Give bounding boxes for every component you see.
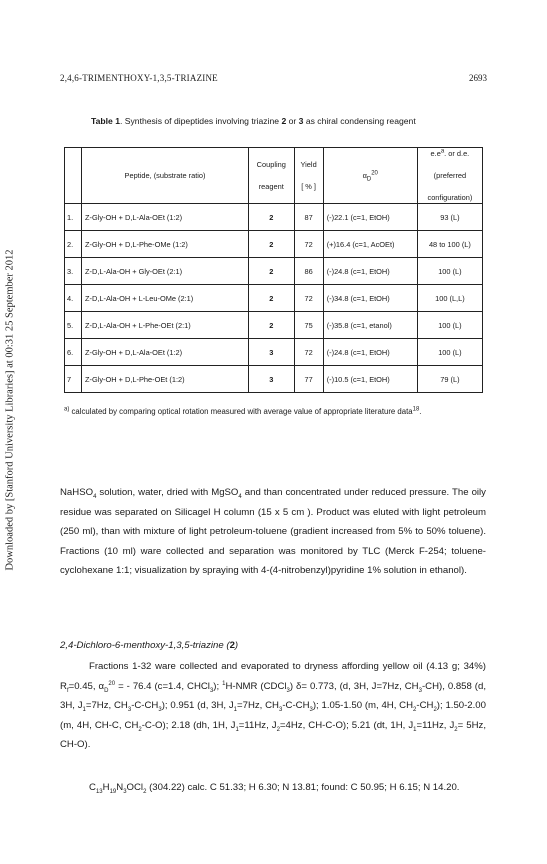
row-number: 7 — [65, 366, 82, 393]
compound-characterization: Fractions 1-32 ware collected and evaporated to dryness affording yellow oil (4.13 g; 34%) $R_f=0.45$, $\alpha_D^{20}$ = - 76.4 (c=1.4, CHCl$_3$); $^1$H-NMR (CDCl$_3$) δ= 0.773, (d, 3H, J=7Hz, $CH_3-CH$), 0.858 (d, 3H, $J_1=7Hz$, $CH_3-C-CH_3$); 0.951 (d, 3H, $J_1=7Hz$, $CH_3-C-CH_3$); 1.05-1.50 (m, 4H, $CH_2-CH_2$); 1.50-2.00 (m, 4H, CH-C, $CH_2-C-O$); 2.18 (dh, 1H, $J_1=11Hz$, $J_2=4Hz$, CH-C-O); 5.21 (dt, 1H, $J_1=11Hz$, $J_2= 5Hz$, CH-O). — [60, 661, 487, 751]
rotation-cell: (+)16.4 (c=1, AcOEt) — [323, 231, 417, 258]
peptide-cell: Z-D,L-Ala-OH + L-Phe-OEt (2:1) — [82, 312, 249, 339]
yield-cell: 75 — [294, 312, 323, 339]
table-label: Table 1 — [91, 116, 120, 126]
yield-cell: 86 — [294, 258, 323, 285]
row-number: 2. — [65, 231, 82, 258]
row-number: 5. — [65, 312, 82, 339]
table-row — [65, 258, 483, 285]
row-number: 3. — [65, 258, 82, 285]
reagent-cell: 2 — [249, 231, 295, 258]
results-table — [64, 147, 483, 393]
rotation-cell: (-)35.8 (c=1, etanol) — [323, 312, 417, 339]
table-row — [65, 366, 483, 393]
table-footnote: $^{a)}$ calculated by comparing optical rotation measured with average value of appropriate literature data$^{18}$. — [64, 406, 422, 416]
rotation-cell: (-)24.8 (c=1, EtOH) — [323, 258, 417, 285]
peptide-cell: Z-D,L-Ala-OH + Gly-OEt (2:1) — [82, 258, 249, 285]
row-number: 6. — [65, 339, 82, 366]
header-alpha: $\alpha_D^{20}$ — [323, 148, 417, 204]
yield-cell: 72 — [294, 231, 323, 258]
header-coupling: Coupling reagent — [249, 148, 295, 204]
ee-cell: 100 (L) — [417, 339, 482, 366]
table-row — [65, 312, 483, 339]
ee-cell: 93 (L) — [417, 204, 482, 231]
running-title: 2,4,6-TRIMENTHOXY-1,3,5-TRIAZINE — [60, 73, 218, 83]
reagent-cell: 2 — [249, 204, 295, 231]
peptide-cell: Z-Gly-OH + D,L-Ala-OEt (1:2) — [82, 204, 249, 231]
download-watermark — [4, 190, 16, 630]
reagent-cell: 3 — [249, 366, 295, 393]
rotation-cell: (-)24.8 (c=1, EtOH) — [323, 339, 417, 366]
reagent-cell: 3 — [249, 339, 295, 366]
table-caption: Table 1. Synthesis of dipeptides involving triazine 2 or 3 as chiral condensing reagent — [91, 116, 416, 126]
yield-cell: 72 — [294, 285, 323, 312]
row-number: 1. — [65, 204, 82, 231]
reagent-cell: 2 — [249, 285, 295, 312]
table-body — [65, 204, 483, 393]
download-watermark-text: Downloaded by [Stanford University Libraries] at 00:31 25 September 2012 — [4, 249, 16, 571]
table-header-row — [65, 148, 483, 204]
yield-cell: 87 — [294, 204, 323, 231]
peptide-cell: Z-Gly-OH + D,L-Phe-OEt (1:2) — [82, 366, 249, 393]
rotation-cell: (-)22.1 (c=1, EtOH) — [323, 204, 417, 231]
ee-cell: 100 (L) — [417, 258, 482, 285]
peptide-cell: Z-Gly-OH + D,L-Ala-OEt (1:2) — [82, 339, 249, 366]
yield-cell: 72 — [294, 339, 323, 366]
table-row — [65, 231, 483, 258]
row-number: 4. — [65, 285, 82, 312]
compound-heading: 2,4-Dichloro-6-menthoxy-1,3,5-triazine (2) — [60, 640, 239, 651]
elemental-analysis: $C_{13}H_{19}N_3OCl_2$ (304.22) calc. C 51.33; H 6.30; N 13.81; found: C 50.95; H 6.15; N 14.20. — [89, 782, 460, 795]
reagent-cell: 2 — [249, 312, 295, 339]
header-peptide: Peptide, (substrate ratio) — [82, 148, 249, 204]
table-row — [65, 204, 483, 231]
table-row — [65, 339, 483, 366]
header-number — [65, 148, 82, 204]
ee-cell: 79 (L) — [417, 366, 482, 393]
table-row — [65, 285, 483, 312]
ee-cell: 100 (L,L) — [417, 285, 482, 312]
peptide-cell: Z-D,L-Ala-OH + L-Leu-OMe (2:1) — [82, 285, 249, 312]
rotation-cell: (-)34.8 (c=1, EtOH) — [323, 285, 417, 312]
reagent-cell: 2 — [249, 258, 295, 285]
rotation-cell: (-)10.5 (c=1, EtOH) — [323, 366, 417, 393]
peptide-cell: Z-Gly-OH + D,L-Phe-OMe (1:2) — [82, 231, 249, 258]
page-number: 2693 — [469, 73, 487, 83]
ee-cell: 100 (L) — [417, 312, 482, 339]
experimental-paragraph: NaHSO$_4$ solution, water, dried with MgSO$_4$ and than concentrated under reduced pressure. The oily residue was separated on Silicagel H column (15 x 5 cm ). Product was eluted with light petroleum (250 ml), than with mixture of light petroleum-toluene (gradient increased from 5% to 50% toluene). Fractions (10 ml) ware collected and separation was monitored by TLC (Merck F-254; toluene-cyclohexane 1:1; visualization by spraying with 4-(4-nitrobenzyl)pyridine 1% solution in ethanol). — [60, 487, 486, 577]
yield-cell: 77 — [294, 366, 323, 393]
header-yield: Yield [ % ] — [294, 148, 323, 204]
ee-cell: 48 to 100 (L) — [417, 231, 482, 258]
header-ee: $e.e^a$. or d.e. (preferred configuration) — [417, 148, 482, 204]
